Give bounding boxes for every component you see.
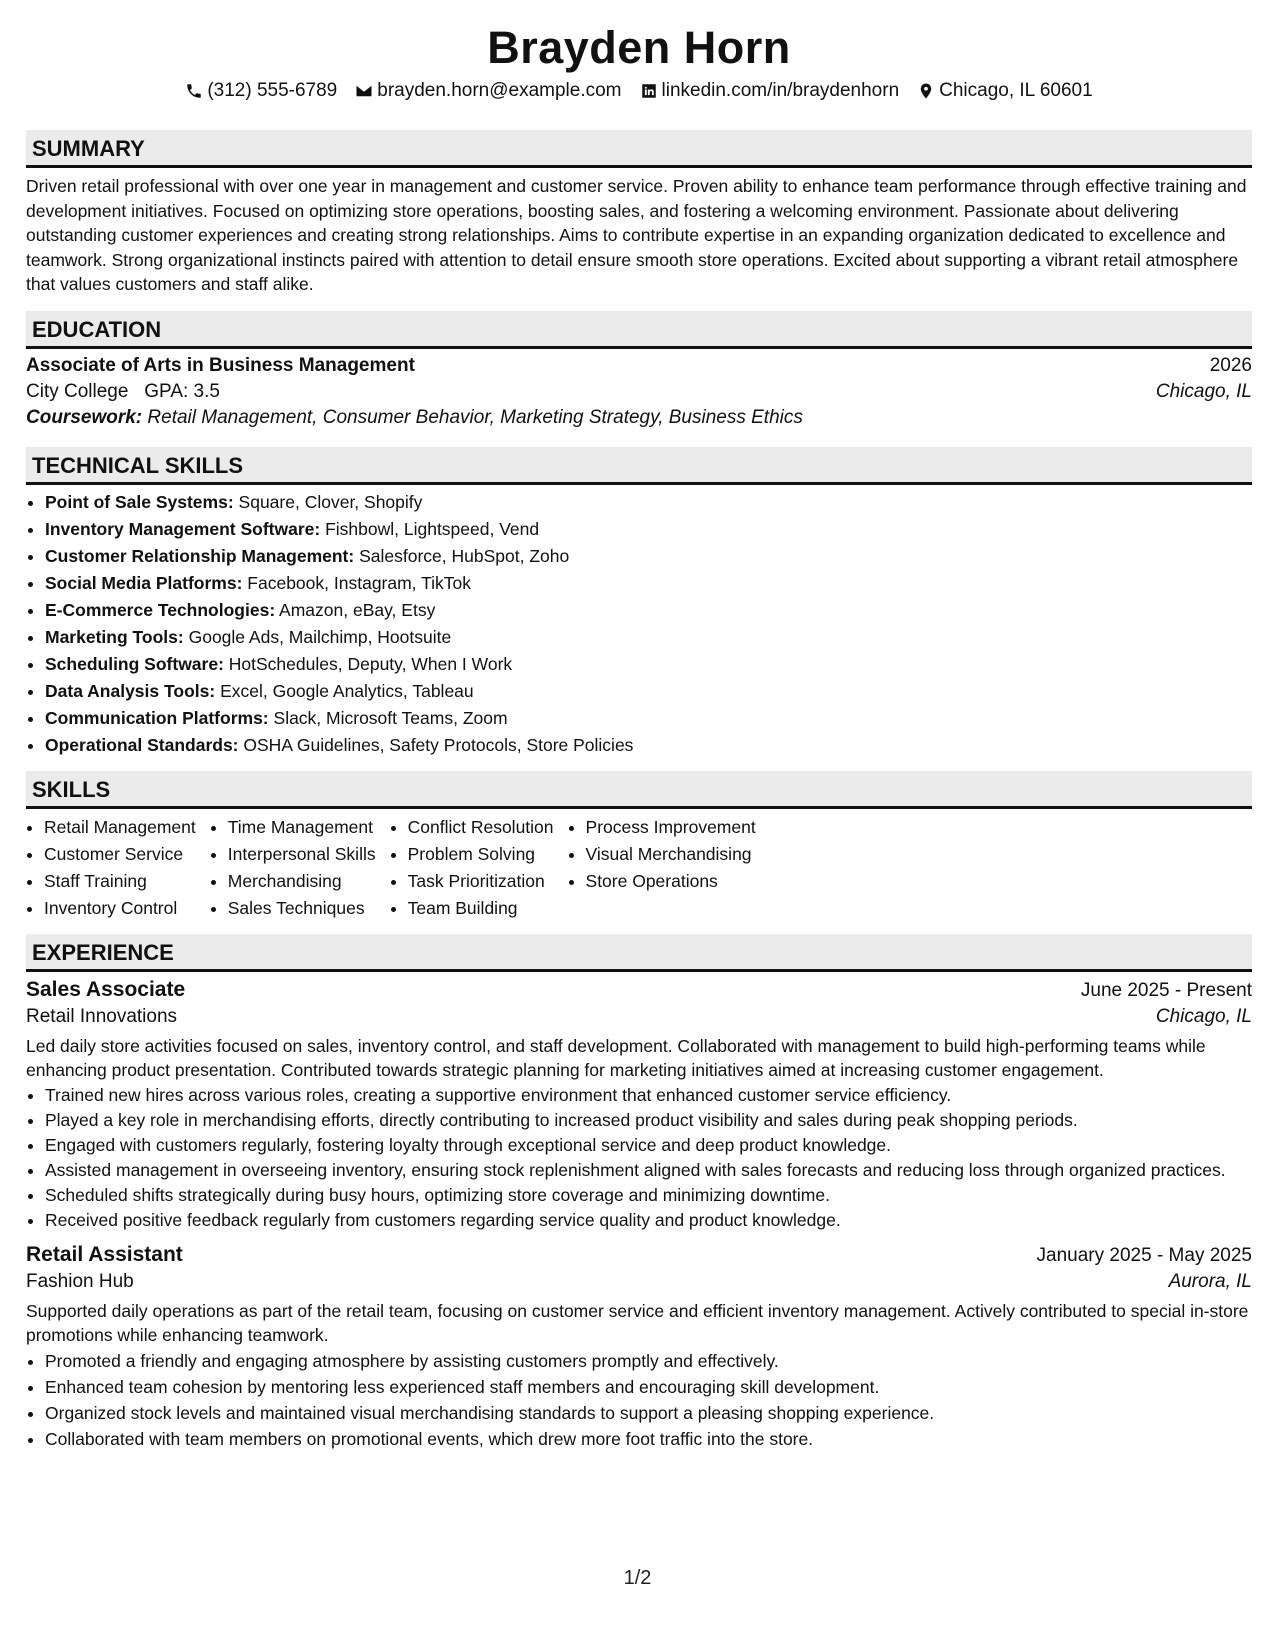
list-item: • Received positive feedback regularly from customers regarding service quality and product knowledge. xyxy=(45,1208,1252,1233)
job-bullets xyxy=(26,1348,1252,1452)
linkedin-icon xyxy=(640,82,658,100)
skills-column xyxy=(26,814,196,922)
education-section xyxy=(26,311,1252,429)
list-item: • Inventory Control xyxy=(44,895,196,922)
job-summary: Supported daily operations as part of the retail team, focusing on customer service and efficient inventory management. Actively contributed to special in-store promotions while enhancing teamwork. xyxy=(26,1300,1249,1345)
skills-section xyxy=(26,771,1252,922)
gpa: GPA: 3.5 xyxy=(144,380,220,402)
list-item: • Store Operations xyxy=(586,868,756,895)
candidate-name: Brayden Horn xyxy=(487,22,791,73)
linkedin-text[interactable]: linkedin.com/in/braydenhorn xyxy=(661,80,900,101)
skills-column xyxy=(390,814,554,922)
job-title: Retail Assistant xyxy=(26,1242,183,1266)
page-number: 1/2 xyxy=(623,1567,652,1589)
list-item: • Point of Sale Systems: Square, Clover, Shopify xyxy=(45,489,1252,516)
section-heading: EDUCATION xyxy=(26,311,1252,349)
experience-section xyxy=(26,934,1252,1452)
list-item: • Staff Training xyxy=(44,868,196,895)
grad-year: 2026 xyxy=(1209,354,1252,376)
school-name: City College xyxy=(26,380,129,402)
phone-icon xyxy=(185,82,203,100)
list-item: • Retail Management xyxy=(44,814,196,841)
coursework-list: Retail Management, Consumer Behavior, Marketing Strategy, Business Ethics xyxy=(147,406,803,428)
list-item: • Customer Relationship Management: Salesforce, HubSpot, Zoho xyxy=(45,543,1252,570)
list-item: • Marketing Tools: Google Ads, Mailchimp, Hootsuite xyxy=(45,624,1252,651)
list-item: • Promoted a friendly and engaging atmosphere by assisting customers promptly and effectively. xyxy=(45,1348,1252,1374)
degree: Associate of Arts in Business Management xyxy=(26,354,415,376)
job-company-row xyxy=(26,1006,1252,1028)
skills-column xyxy=(210,814,376,922)
list-item: • Trained new hires across various roles, creating a supportive environment that enhanced customer service efficiency. xyxy=(45,1083,1252,1108)
job-company: Retail Innovations xyxy=(26,1005,178,1027)
job-title-row xyxy=(26,978,1252,1002)
list-item: • Collaborated with team members on promotional events, which drew more foot traffic into the store. xyxy=(45,1426,1252,1452)
list-item: • Assisted management in overseeing inventory, ensuring stock replenishment aligned with sales forecasts and reducing loss through organized practices. xyxy=(45,1158,1252,1183)
contact-phone xyxy=(185,78,337,104)
envelope-icon xyxy=(355,82,373,100)
section-heading: EXPERIENCE xyxy=(26,934,1252,972)
section-heading: SUMMARY xyxy=(26,130,1252,168)
list-item: • Organized stock levels and maintained visual merchandising standards to support a pleasing shopping experience. xyxy=(45,1400,1252,1426)
education-row xyxy=(26,355,1252,377)
section-heading: TECHNICAL SKILLS xyxy=(26,447,1252,485)
contact-linkedin[interactable] xyxy=(640,78,900,104)
list-item: • Engaged with customers regularly, fostering loyalty through exceptional service and deep product knowledge. xyxy=(45,1133,1252,1158)
list-item: • Task Prioritization xyxy=(408,868,554,895)
list-item: • Visual Merchandising xyxy=(586,841,756,868)
job-summary: Led daily store activities focused on sales, inventory control, and staff development. Collaborated with management to build high-performing teams while enhancing product presentation. Contributed towards strategic planning for marketing initiatives aimed at increasing customer engagement. xyxy=(26,1035,1206,1080)
job-location: Chicago, IL xyxy=(1155,1005,1252,1027)
resume-page xyxy=(26,20,1252,1452)
email-text[interactable]: brayden.horn@example.com xyxy=(377,80,622,101)
school-row xyxy=(26,381,1252,403)
phone-text: (312) 555-6789 xyxy=(207,80,338,101)
contact-location xyxy=(917,78,1093,104)
list-item: • Time Management xyxy=(228,814,376,841)
job-dates: January 2025 - May 2025 xyxy=(1036,1244,1252,1266)
technical-skills-section xyxy=(26,447,1252,759)
job-entry xyxy=(26,1243,1252,1452)
section-heading: SKILLS xyxy=(26,771,1252,809)
list-item: • E-Commerce Technologies: Amazon, eBay, Etsy xyxy=(45,597,1252,624)
skills-column xyxy=(568,814,756,922)
job-company-row xyxy=(26,1271,1252,1293)
job-entry xyxy=(26,978,1252,1233)
job-company: Fashion Hub xyxy=(26,1270,134,1292)
list-item: • Communication Platforms: Slack, Microsoft Teams, Zoom xyxy=(45,705,1252,732)
list-item: • Scheduling Software: HotSchedules, Deputy, When I Work xyxy=(45,651,1252,678)
list-item: • Conflict Resolution xyxy=(408,814,554,841)
summary-text: Driven retail professional with over one year in management and customer service. Proven ability to enhance team performance through effective training and development initiatives. Focused on optimizing store operations, boosting sales, and fostering a welcoming environment. Passionate about delivering outstanding customer experiences and creating strong relationships. Aims to contribute expertise in an expanding organization dedicated to excellence and teamwork. Strong organizational instincts paired with attention to detail ensure smooth store operations. Excited about supporting a vibrant retail atmosphere that values customers and staff alike. xyxy=(26,176,1247,294)
job-title-row xyxy=(26,1243,1252,1267)
school-location: Chicago, IL xyxy=(1155,380,1252,402)
list-item: • Interpersonal Skills xyxy=(228,841,376,868)
location-text: Chicago, IL 60601 xyxy=(939,80,1093,101)
coursework-label: Coursework: xyxy=(26,406,143,428)
list-item: • Customer Service xyxy=(44,841,196,868)
coursework xyxy=(26,407,1252,429)
list-item: • Data Analysis Tools: Excel, Google Analytics, Tableau xyxy=(45,678,1252,705)
job-title: Sales Associate xyxy=(26,977,186,1001)
technical-skills-list xyxy=(26,489,1252,759)
list-item: • Sales Techniques xyxy=(228,895,376,922)
job-bullets xyxy=(26,1083,1252,1233)
list-item: • Process Improvement xyxy=(586,814,756,841)
list-item: • Team Building xyxy=(408,895,554,922)
list-item: • Problem Solving xyxy=(408,841,554,868)
list-item: • Inventory Management Software: Fishbowl, Lightspeed, Vend xyxy=(45,516,1252,543)
contact-email[interactable] xyxy=(355,78,621,104)
list-item: • Social Media Platforms: Facebook, Instagram, TikTok xyxy=(45,570,1252,597)
school-info xyxy=(26,381,220,403)
skills-grid xyxy=(26,814,1252,922)
list-item: • Enhanced team cohesion by mentoring less experienced staff members and encouraging skill development. xyxy=(45,1374,1252,1400)
contact-bar xyxy=(26,78,1252,104)
job-location: Aurora, IL xyxy=(1168,1270,1252,1292)
job-dates: June 2025 - Present xyxy=(1080,979,1252,1001)
list-item: • Played a key role in merchandising efforts, directly contributing to increased product visibility and sales during peak shopping periods. xyxy=(45,1108,1252,1133)
list-item: • Scheduled shifts strategically during busy hours, optimizing store coverage and minimizing downtime. xyxy=(45,1183,1252,1208)
list-item: • Operational Standards: OSHA Guidelines, Safety Protocols, Store Policies xyxy=(45,732,1252,759)
map-pin-icon xyxy=(917,82,935,100)
list-item: • Merchandising xyxy=(228,868,376,895)
summary-section xyxy=(26,130,1252,297)
